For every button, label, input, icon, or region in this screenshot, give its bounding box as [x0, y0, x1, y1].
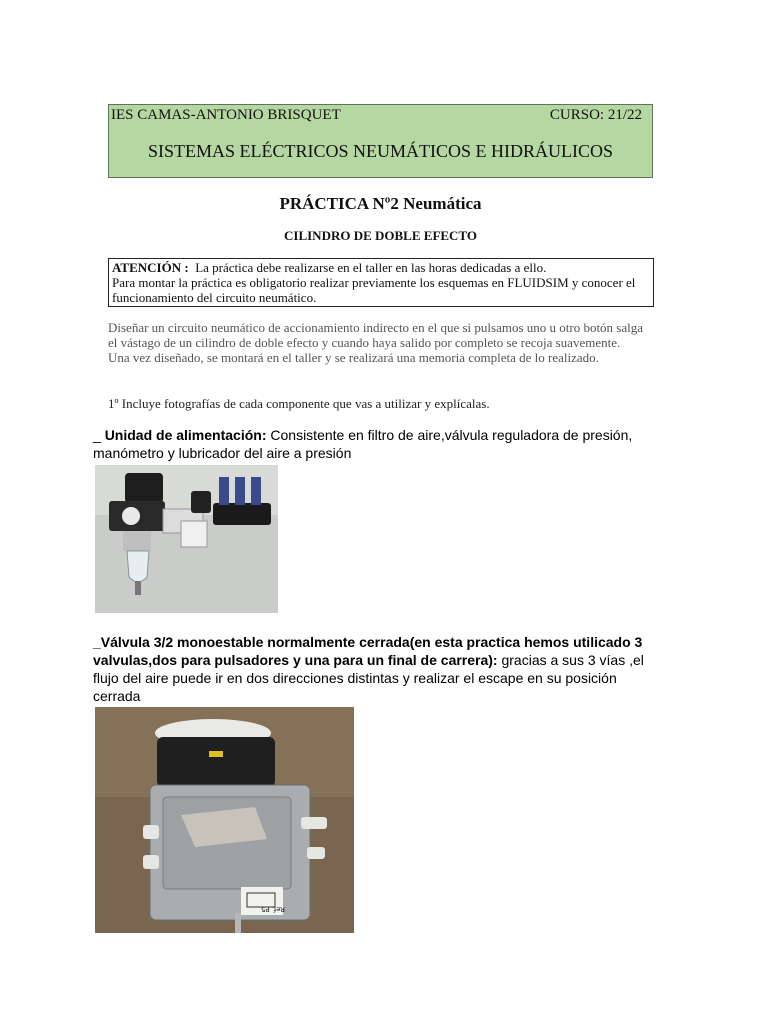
section-b-heading: _Válvula 3/2 monoestable normalmente cerrada(en esta practica hemos utilicado 3 valvulas,dos para pulsadores y una para un final de carrera):: [93, 634, 643, 668]
section-b-text: gracias a sus 3 vías ,el flujo del aire puede ir en dos direcciones distintas y realizar el escape en su posición cerrada: [93, 652, 644, 704]
instruction-item: 1º Incluye fotografías de cada componente que vas a utilizar y explícalas.: [108, 396, 490, 411]
description: [108, 320, 653, 365]
attention-label: ATENCIÓN :: [112, 260, 189, 275]
valve-illustration: [95, 707, 354, 933]
section-supply-unit: [93, 426, 653, 462]
description-p2: Una vez diseñado, se montará en el taller y se realizará una memoria completa de lo realizado.: [108, 350, 599, 365]
section-a-heading: Unidad de alimentación:: [104, 427, 267, 443]
attention-line1: La práctica debe realizarse en el taller en las horas dedicadas a ello.: [195, 260, 547, 275]
supply-unit-illustration: [95, 465, 278, 613]
subject-title: SISTEMAS ELÉCTRICOS NEUMÁTICOS E HIDRÁULICOS: [147, 141, 614, 161]
attention-box: [108, 258, 654, 307]
supply-unit-photo: [95, 465, 278, 613]
practice-subtitle: CILINDRO DE DOBLE EFECTO: [284, 228, 477, 243]
valve-photo: [95, 707, 354, 933]
attention-line2: Para montar la práctica es obligatorio realizar previamente los esquemas en FLUIDSIM y conocer el funcionamiento del circuito neumático.: [112, 275, 636, 305]
practice-title: PRÁCTICA Nº2 Neumática: [279, 194, 482, 213]
header-box: [108, 104, 653, 178]
course-year: CURSO: 21/22: [549, 107, 642, 123]
valve-plate-label: Ref. P5: [261, 905, 285, 913]
description-p1: Diseñar un circuito neumático de accionamiento indirecto en el que si pulsamos uno u otro botón salga el vástago de un cilindro de doble efecto y cuando haya salido por completo se recoja suavemente.: [108, 320, 644, 350]
section-a-text: Consistente en filtro de aire,válvula reguladora de presión, manómetro y lubricador del aire a presión: [93, 427, 633, 461]
school-name: IES CAMAS-ANTONIO BRISQUET: [111, 107, 341, 123]
section-valve: [93, 633, 653, 705]
section-a-prefix: _: [93, 427, 105, 443]
